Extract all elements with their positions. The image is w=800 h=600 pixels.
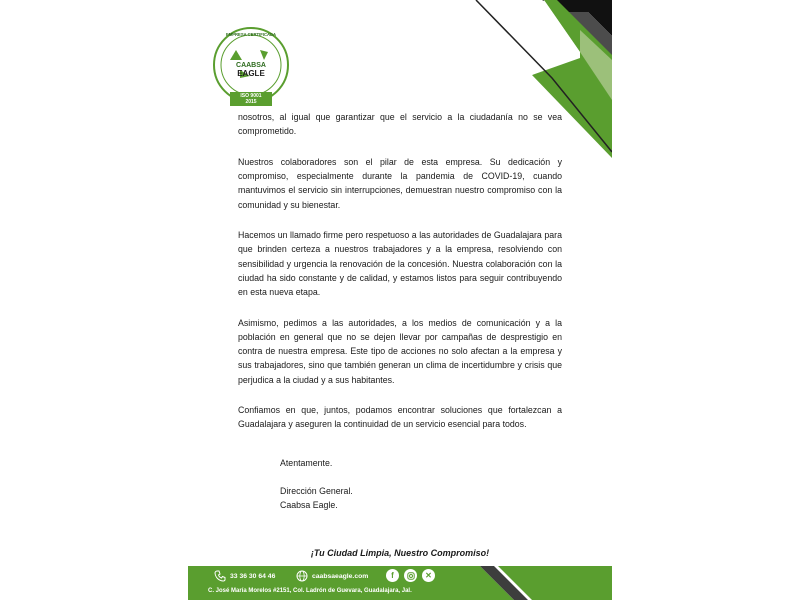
phone-icon [214, 570, 226, 582]
instagram-icon[interactable] [404, 569, 417, 582]
signature-line1: Dirección General. [280, 486, 353, 497]
paragraph: Hacemos un llamado firme pero respetuoso a las autoridades de Guadalajara para que brinden certeza a nuestros trabajadores y a la empresa, resolviendo con sensibilidad y urgencia la renovación de la concesión. Nuestra colaboración con la ciudad ha sido constante y de calidad, y estamos listos para seguir contribuyendo en esta nueva etapa. [238, 230, 562, 298]
letter-page [188, 0, 612, 600]
phone-number: 33 36 30 64 46 [230, 572, 276, 580]
footer-band [188, 566, 612, 600]
signature-line2: Caabsa Eagle. [280, 500, 338, 511]
address: C. José María Morelos #2151, Col. Ladrón de Guevara, Guadalajara, Jal. [208, 588, 412, 594]
paragraph: Confiamos en que, juntos, podamos encontrar soluciones que fortalezcan a Guadalajara y aseguren la continuidad de un servicio esencial para todos. [238, 405, 562, 430]
phone-item[interactable] [214, 570, 275, 582]
logo-iso: ISO 9001 [240, 93, 262, 99]
logo-name-line1: CAABSA [236, 62, 266, 69]
globe-icon [296, 570, 308, 582]
letter-body [238, 110, 562, 448]
paragraph: nosotros, al igual que garantizar que el servicio a la ciudadanía no se vea comprometido. [238, 112, 562, 137]
letter-closing [280, 456, 353, 513]
logo-name-line2: EAGLE [237, 69, 265, 78]
paragraph: Nuestros colaboradores son el pilar de esta empresa. Su dedicación y compromiso, especialmente durante la pandemia de COVID-19, cuando mantuvimos el servicio sin interrupciones, demuestran nuestro compromiso con la comunidad y su bienestar. [238, 156, 562, 210]
x-icon[interactable]: ✕ [422, 569, 435, 582]
social-icons [386, 569, 435, 582]
website-text: caabsaeagle.com [312, 572, 369, 580]
website-link[interactable] [296, 570, 368, 582]
logo-arc-text: EMPRESA CERTIFICADA [225, 32, 277, 37]
facebook-icon[interactable]: f [386, 569, 399, 582]
closing-text: Atentamente. [280, 458, 333, 468]
slogan: ¡Tu Ciudad Limpia, Nuestro Compromiso! [310, 548, 490, 558]
paragraph: Asimismo, pedimos a las autoridades, a los medios de comunicación y a la población en general que no se dejen llevar por campañas de desprestigio en contra de nuestra empresa. Este tipo de acciones no solo afectan a la empresa y sus trabajadores, sino que también generan un clima de incertidumbre y crisis que perjudica a la ciudad y a sus habitantes. [238, 317, 562, 385]
logo-iso-year: 2015 [245, 99, 257, 105]
caabsa-eagle-logo [210, 26, 292, 108]
